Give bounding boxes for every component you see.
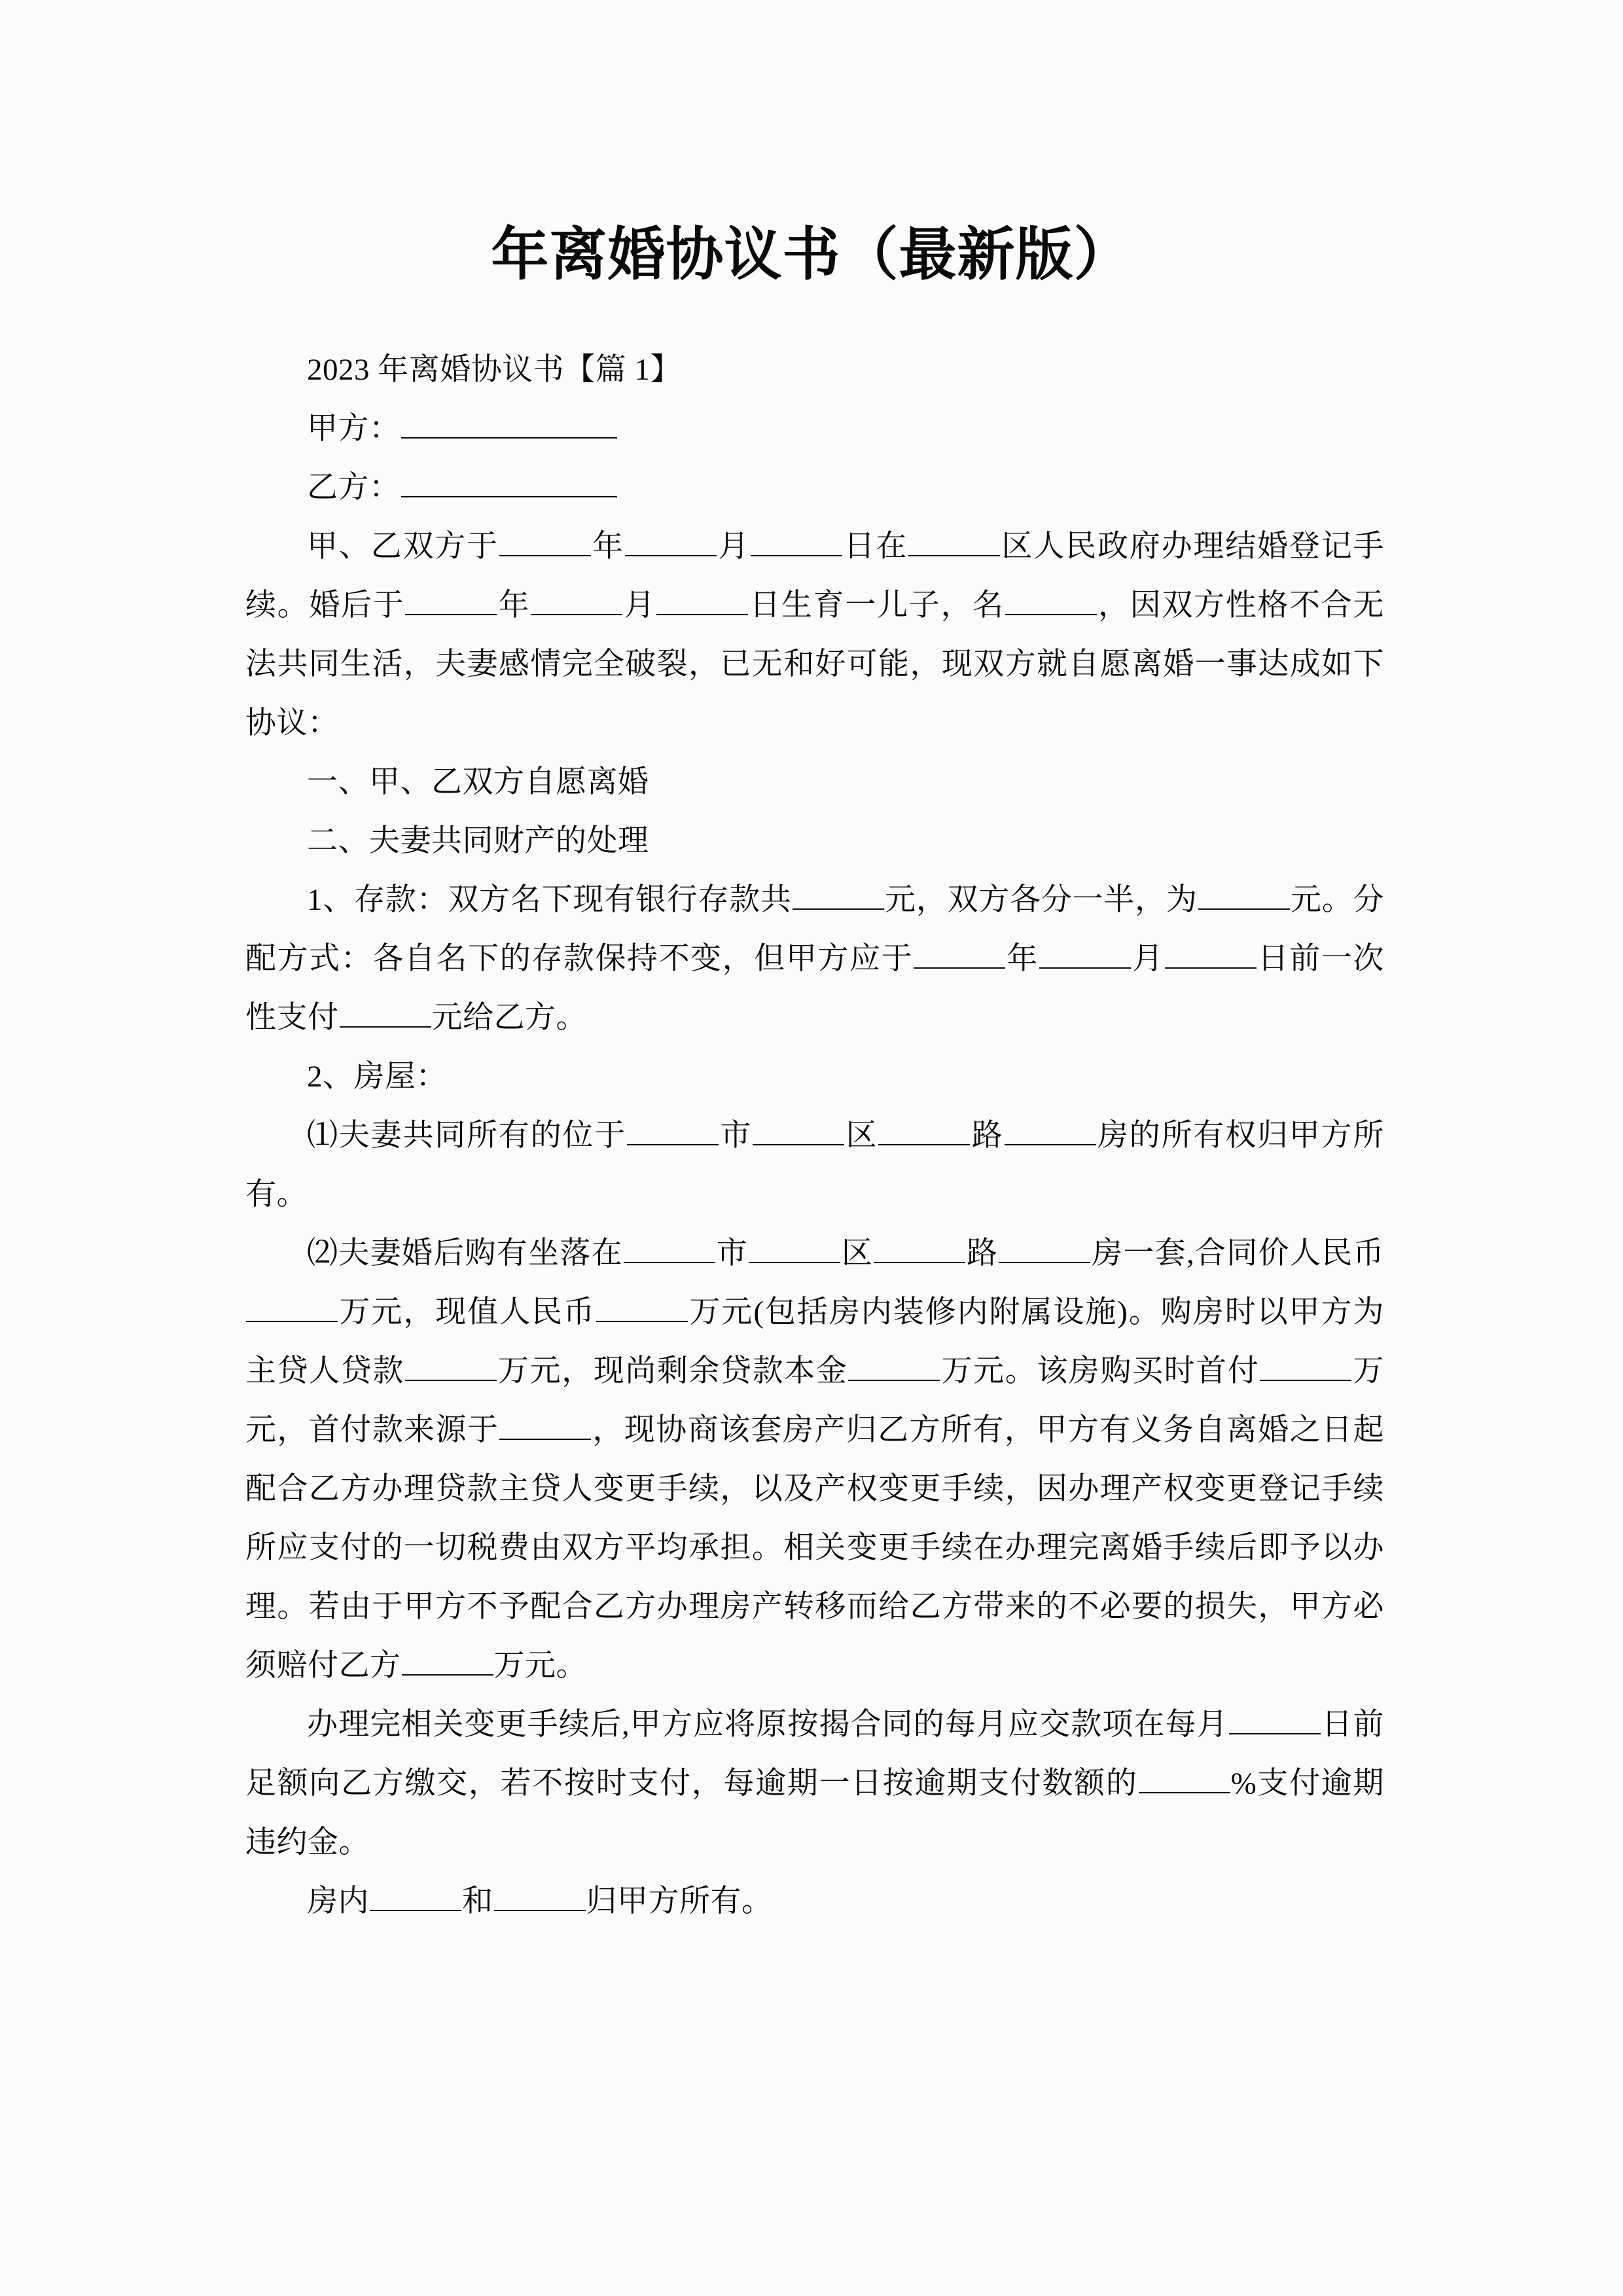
house-heading-text: 2、房屋： (307, 1060, 447, 1094)
text-run: 年 (1006, 942, 1039, 976)
penalty-rate-blank[interactable] (1139, 1763, 1230, 1793)
down-payment-source-blank[interactable] (499, 1409, 591, 1440)
clause-1 (245, 753, 1384, 812)
party-a-blank[interactable] (401, 408, 617, 439)
mortgage-day-blank[interactable] (1229, 1704, 1321, 1734)
marriage-district-blank[interactable] (908, 526, 1000, 556)
text-run: 万元，现值人民币 (338, 1295, 596, 1329)
text-run: 元，双方各分一半，为 (884, 883, 1198, 917)
text-run: 1、存款：双方名下现有银行存款共 (307, 883, 792, 917)
marriage-day-blank[interactable] (751, 526, 842, 556)
text-run: ，因双方性格不合无法共同生活，夫妻感情完全破裂，已无和好可能，现双方就自愿离婚一事达成如下协议： (245, 588, 1385, 740)
text-run: 年 (591, 529, 625, 564)
indoor-item-1-blank[interactable] (370, 1880, 461, 1911)
text-run: 万元。该房购买时首付 (940, 1354, 1260, 1388)
house2-number-blank[interactable] (999, 1232, 1090, 1263)
text-run: 区人民政府办理结婚登记手续。婚后于 (245, 529, 1385, 622)
text-run: 月 (623, 588, 656, 622)
house2-city-blank[interactable] (624, 1232, 715, 1263)
text-run: ⑵夫妻婚后购有坐落在 (307, 1236, 623, 1270)
birth-day-blank[interactable] (656, 584, 748, 615)
text-run: 和 (462, 1884, 493, 1918)
payment-year-blank[interactable] (914, 938, 1005, 969)
text-run: 元。分配方式：各自名下的存款保持不变，但甲方应于 (245, 883, 1385, 976)
current-value-blank[interactable] (596, 1291, 688, 1322)
marriage-month-blank[interactable] (625, 526, 717, 556)
clause-2-text: 二、夫妻共同财产的处理 (307, 824, 649, 858)
page-title: 年离婚协议书（最新版） (491, 223, 1132, 287)
house-item-1 (245, 1106, 1384, 1224)
text-run: 市 (715, 1236, 749, 1270)
text-run: 区 (845, 1119, 878, 1153)
clause-2 (245, 812, 1384, 870)
text-run: 房一套,合同价人民币 (1091, 1236, 1385, 1270)
text-run: 万元，现尚剩余贷款本金 (497, 1354, 848, 1388)
text-run: 日前一次性支付 (245, 942, 1385, 1035)
text-run: %支付逾期违约金。 (245, 1767, 1385, 1859)
party-b-label: 乙方： (307, 471, 401, 505)
clause-1-text: 一、甲、乙双方自愿离婚 (307, 765, 649, 799)
house1-road-blank[interactable] (878, 1115, 970, 1145)
text-run: 万元。 (493, 1649, 587, 1683)
deposit-paragraph (245, 870, 1384, 1047)
house2-road-blank[interactable] (874, 1232, 965, 1263)
text-run: 区 (841, 1236, 874, 1270)
marriage-year-blank[interactable] (499, 526, 591, 556)
text-run: 月 (1132, 942, 1164, 976)
text-run: 日前足额向乙方缴交，若不按时支付，每逾期一日按逾期支付数额的 (245, 1708, 1384, 1801)
child-name-blank[interactable] (1005, 584, 1097, 615)
deposit-half-blank[interactable] (1198, 879, 1290, 910)
text-run: 路 (971, 1119, 1004, 1153)
indoor-items-paragraph (245, 1872, 1384, 1931)
party-b-blank[interactable] (401, 467, 617, 497)
house1-city-blank[interactable] (627, 1115, 719, 1145)
payment-day-blank[interactable] (1165, 938, 1257, 969)
house1-district-blank[interactable] (753, 1115, 844, 1145)
section-heading (245, 340, 1384, 399)
payment-month-blank[interactable] (1039, 938, 1131, 969)
down-payment-blank[interactable] (1260, 1350, 1351, 1381)
party-a-label: 甲方： (307, 412, 401, 446)
payment-amount-blank[interactable] (340, 997, 431, 1028)
text-run: 万元，首付款来源于 (245, 1354, 1385, 1447)
text-run: 日生育一儿子，名 (749, 588, 1005, 622)
marriage-registration-paragraph (245, 517, 1384, 753)
loan-amount-blank[interactable] (405, 1350, 497, 1381)
house1-number-blank[interactable] (1005, 1115, 1096, 1145)
birth-year-blank[interactable] (405, 584, 497, 615)
text-run: 甲、乙双方于 (307, 529, 499, 564)
text-run: 归甲方所有。 (586, 1884, 773, 1918)
party-a-line (245, 399, 1384, 458)
text-run: 市 (719, 1119, 753, 1153)
text-run: 路 (966, 1236, 999, 1270)
text-run: 元给乙方。 (431, 1001, 587, 1035)
section-heading-text: 2023 年离婚协议书【篇 1】 (307, 353, 681, 387)
remaining-principal-blank[interactable] (848, 1350, 940, 1381)
mortgage-paragraph (245, 1695, 1384, 1872)
text-run: ⑴夫妻共同所有的位于 (307, 1119, 627, 1153)
party-b-line (245, 458, 1384, 517)
text-run: ，现协商该套房产归乙方所有，甲方有义务自离婚之日起配合乙方办理贷款主贷人变更手续，以及产权变更手续，因办理产权变更登记手续所应支付的一切税费由双方平均承担。相关变更手续在办理完离婚手续后即予以办理。若由于甲方不予配合乙方办理房产转移而给乙方带来的不必要的损失，甲方必须赔付乙方 (245, 1413, 1385, 1683)
document-body (245, 340, 1384, 1931)
house-heading (245, 1047, 1384, 1106)
text-run: 房的所有权归甲方所有。 (245, 1119, 1385, 1211)
house-item-2 (245, 1224, 1384, 1695)
contract-price-blank[interactable] (246, 1291, 338, 1322)
deposit-total-blank[interactable] (793, 879, 884, 910)
text-run: 年 (497, 588, 531, 622)
text-run: 房内 (307, 1884, 369, 1918)
text-run: 月 (717, 529, 751, 564)
text-run: 日在 (843, 529, 908, 564)
compensation-blank[interactable] (402, 1645, 493, 1676)
birth-month-blank[interactable] (531, 584, 622, 615)
house2-district-blank[interactable] (749, 1232, 840, 1263)
indoor-item-2-blank[interactable] (494, 1880, 586, 1911)
text-run: 办理完相关变更手续后,甲方应将原按揭合同的每月应交款项在每月 (307, 1708, 1228, 1742)
text-run: 万元(包括房内装修内附属设施)。购房时以甲方为主贷人贷款 (245, 1295, 1384, 1388)
